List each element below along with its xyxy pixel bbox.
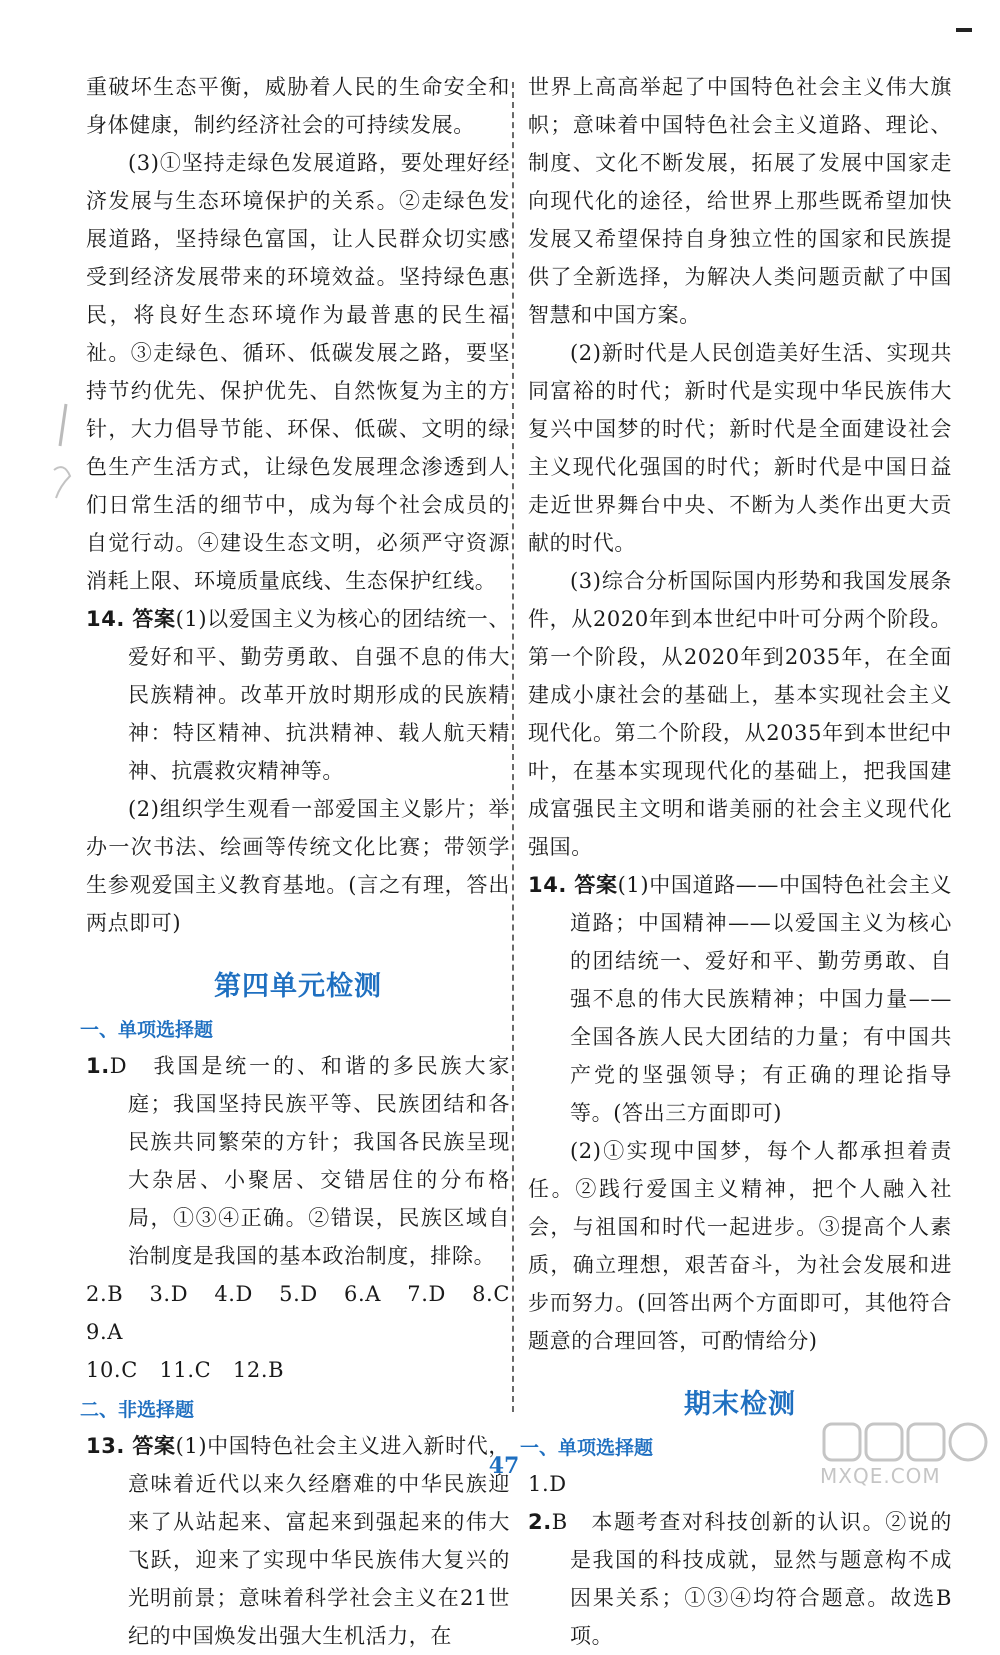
paragraph: (2)组织学生观看一部爱国主义影片；举办一次书法、绘画等传统文化比赛；带领学生参观爱国主义教育基地。(言之有理，答出两点即可) [86, 797, 510, 935]
paragraph: (3)①坚持走绿色发展道路，要处理好经济发展与生态环境保护的关系。②走绿色发展道路，坚持绿色富国，让人民群众切实感受到经济发展带来的环境效益。坚持绿色惠民，将良好生态环境作为最普惠的民生福祉。③走绿色、循环、低碳发展之路，要坚持节约优先、保护优先、自然恢复为主的方针，大力倡导节能、环保、低碳、文明的绿色生产生活方式，让绿色发展理念渗透到人们日常生活的细节中，成为每个社会成员的自觉行动。④建设生态文明，必须严守资源消耗上限、环境质量底线、生态保护红线。 [86, 151, 510, 593]
answer-text: (1)中国特色社会主义进入新时代，意味着近代以来久经磨难的中华民族迎来了从站起来、富起来到强起来的伟大飞跃，迎来了实现中华民族伟大复兴的光明前景；意味着科学社会主义在21世纪的中国焕发出强大生机活力，在 [128, 1434, 510, 1648]
section-heading: 二、非选择题 [80, 1399, 195, 1421]
question-14-answer [528, 866, 952, 1132]
right-column [520, 68, 952, 1655]
final-exam-title: 期末检测 [684, 1389, 796, 1420]
question-1-answer [86, 1047, 510, 1275]
question-number: 13. [86, 1434, 126, 1458]
answer-text: (1)以爱国主义为核心的团结统一、爱好和平、勤劳勇敢、自强不息的伟大民族精神。改革开放时期形成的民族精神：特区精神、抗洪精神、载人航天精神、抗震救灾精神等。 [128, 607, 510, 783]
paragraph: (3)综合分析国际国内形势和我国发展条件，从2020年到本世纪中叶可分两个阶段。第一个阶段，从2020年到2035年，在全面建成小康社会的基础上，基本实现社会主义现代化。第二个阶段，从2035年到本世纪中叶，在基本实现现代化的基础上，把我国建成富强民主文明和谐美丽的社会主义现代化强国。 [528, 569, 952, 859]
section-heading: 一、单项选择题 [520, 1437, 654, 1459]
corner-mark [956, 28, 972, 32]
left-column [80, 68, 532, 1655]
page-number: 47 [488, 1453, 520, 1479]
question-13-answer [86, 1427, 510, 1655]
answer-text: (1)中国道路——中国特色社会主义道路；中国精神——以爱国主义为核心的团结统一、爱好和平、勤劳勇敢、自强不息的伟大民族精神；中国力量——全国各族人民大团结的力量；有中国共产党的坚强领导；有正确的理论指导等。(答出三方面即可) [570, 873, 952, 1125]
answer-text: D 我国是统一的、和谐的多民族大家庭；我国坚持民族平等、民族团结和各民族共同繁荣的方针；我国各民族呈现大杂居、小聚居、交错居住的分布格局，①③④正确。②错误，民族区域自治制度是我国的基本政治制度，排除。 [109, 1054, 510, 1268]
question-1-answer: 1.D [528, 1472, 567, 1496]
paragraph: (2)新时代是人民创造美好生活、实现共同富裕的时代；新时代是实现中华民族伟大复兴中国梦的时代；新时代是全面建设社会主义现代化强国的时代；新时代是中国日益走近世界舞台中央、不断为人类作出更大贡献的时代。 [528, 341, 952, 555]
answer-label: 答案 [132, 1433, 176, 1458]
section-heading: 一、单项选择题 [80, 1019, 214, 1041]
choice-answers-row: 10.C 11.C 12.B [86, 1358, 285, 1382]
answer-label: 答案 [132, 606, 176, 631]
paragraph: 世界上高高举起了中国特色社会主义伟大旗帜；意味着中国特色社会主义道路、理论、制度、文化不断发展，拓展了发展中国家走向现代化的途径，给世界上那些既希望加快发展又希望保持自身独立性的国家和民族提供了全新选择，为解决人类问题贡献了中国智慧和中国方案。 [528, 75, 952, 327]
question-number: 14. [86, 607, 126, 631]
answer-label: 答案 [574, 872, 618, 897]
question-14-answer [86, 600, 510, 790]
paragraph: (2)①实现中国梦，每个人都承担着责任。②践行爱国主义精神，把个人融入社会，与祖国和时代一起进步。③提高个人素质，确立理想，艰苦奋斗，为社会发展和进步而努力。(回答出两个方面即可，其他符合题意的合理回答，可酌情给分) [528, 1139, 952, 1353]
question-number: 1. [86, 1054, 110, 1078]
watermark-badge-icon [820, 1420, 990, 1464]
handwriting-mark [46, 400, 86, 510]
watermark-text: MXQE.COM [820, 1464, 941, 1488]
answer-text: B 本题考查对科技创新的认识。②说的是我国的科技成就，显然与题意构不成因果关系；①③④均符合题意。故选B项。 [551, 1510, 952, 1648]
unit-title: 第四单元检测 [214, 971, 382, 1002]
question-number: 2. [528, 1510, 552, 1534]
watermark-logo [820, 1420, 990, 1490]
column-divider [512, 82, 514, 1412]
paragraph: 重破坏生态平衡，威胁着人民的生命安全和身体健康，制约经济社会的可持续发展。 [86, 75, 510, 137]
question-2-answer [528, 1503, 952, 1655]
question-number: 14. [528, 873, 568, 897]
choice-answers-row: 2.B 3.D 4.D 5.D 6.A 7.D 8.C 9.A [86, 1282, 532, 1344]
